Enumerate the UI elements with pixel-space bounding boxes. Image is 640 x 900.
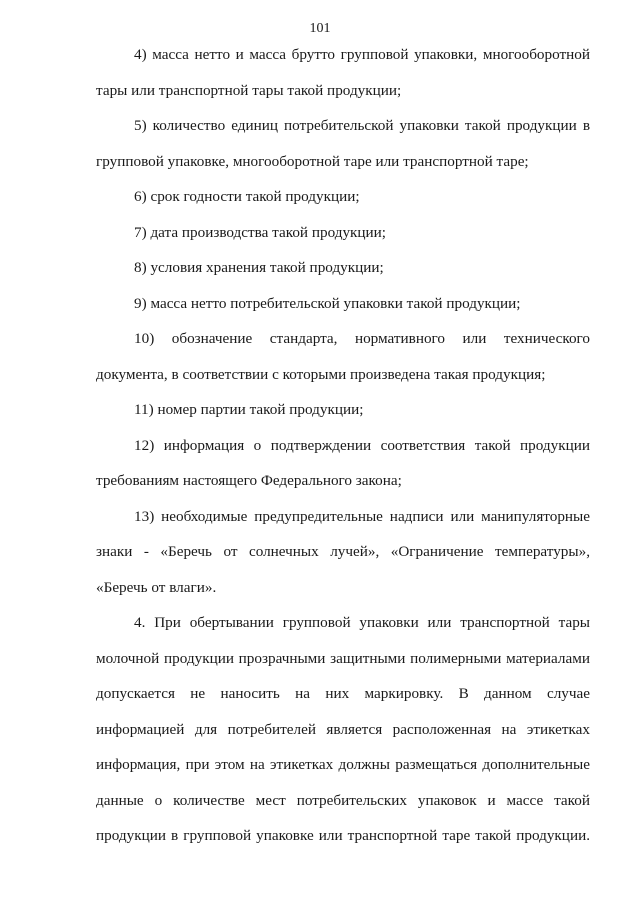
page-number: 101 (309, 21, 331, 36)
paragraph-item-5: 5) количество единиц потребительской упаковки такой продукции в групповой упаковке, многооборотной таре или транспортной таре; (96, 117, 590, 170)
paragraph-item-13: 13) необходимые предупредительные надписи или манипуляторные знаки - «Беречь от солнечных лучей», «Ограничение температуры», «Беречь от влаги». (96, 507, 590, 596)
paragraph-item-4: 4) масса нетто и масса брутто групповой упаковки, многооборотной тары или транспортной тары такой продукции; (96, 46, 590, 99)
paragraph-item-9: 9) масса нетто потребительской упаковки такой продукции; (134, 294, 521, 312)
paragraph-item-8: 8) условия хранения такой продукции; (134, 259, 384, 276)
paragraph-item-7: 7) дата производства такой продукции; (134, 223, 387, 241)
paragraph-item-10: 10) обозначение стандарта, нормативного или технического документа, в соответствии с которыми произведена такая продукция; (96, 330, 590, 383)
paragraph-item-12: 12) информация о подтверждении соответствия такой продукции требованиям настоящего Федерального закона; (96, 436, 590, 489)
paragraph-item-6: 6) срок годности такой продукции; (134, 188, 360, 205)
paragraph-item-11: 11) номер партии такой продукции; (134, 401, 364, 418)
document-body (96, 37, 590, 854)
paragraph-section-4: 4. При обертывании групповой упаковки или транспортной тары молочной продукции прозрачными защитными полимерными материалами допускается не наносить на них маркировку. В данном случае информацией для потребителей является расположенная на этикетках информация, при этом на этикетках должны размещаться дополнительные данные о количестве мест потребительских упаковок и массе такой продукции в групповой упаковке или транспортной таре такой продукции. (96, 614, 590, 844)
